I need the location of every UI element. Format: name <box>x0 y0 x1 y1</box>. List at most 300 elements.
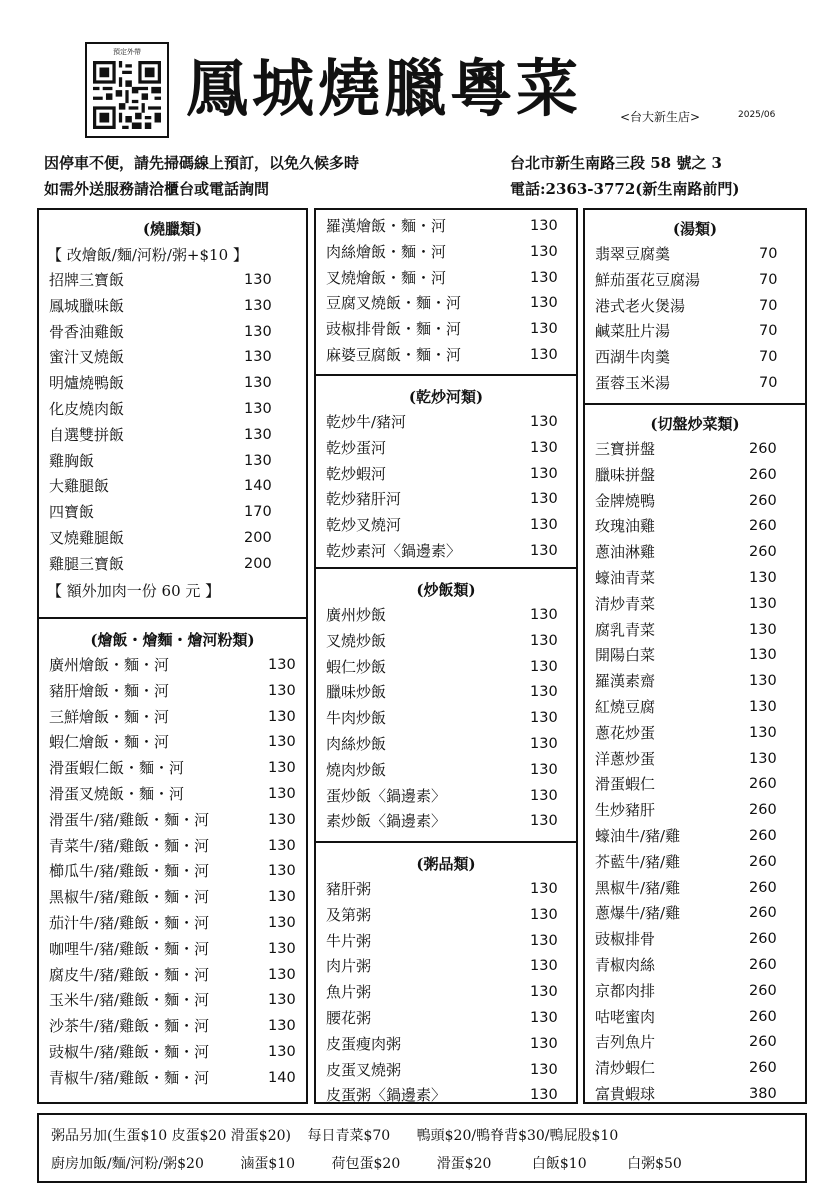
menu-item-price: 130 <box>749 698 777 715</box>
menu-item-name: 肉絲炒飯 <box>326 734 387 753</box>
section-title: (粥品類) <box>416 855 476 873</box>
menu-item-price: 130 <box>530 295 558 312</box>
menu-item <box>316 343 576 369</box>
menu-item-name: 乾炒蛋河 <box>326 438 387 457</box>
menu-column-1 <box>37 208 308 1104</box>
menu-item-price: 130 <box>530 658 558 675</box>
menu-item-price: 70 <box>759 271 778 288</box>
menu-item-name: 紅燒豆腐 <box>595 697 656 716</box>
menu-item <box>39 449 306 475</box>
section-title: (燒臘類) <box>142 220 203 238</box>
menu-item-name: 蔥爆牛/豬/雞 <box>595 904 681 923</box>
menu-item <box>39 423 306 449</box>
menu-item-name: 沙茶牛/豬/雞飯・麵・河 <box>49 1017 210 1036</box>
menu-item <box>39 988 306 1014</box>
menu-item-name: 自選雙拼飯 <box>49 425 125 444</box>
menu-item <box>39 834 306 860</box>
menu-item <box>316 603 576 629</box>
menu-item-price: 130 <box>530 1035 558 1052</box>
menu-item-name: 乾炒豬肝河 <box>326 490 402 509</box>
menu-item <box>316 680 576 706</box>
menu-item-price: 260 <box>749 853 777 870</box>
menu-item-price: 130 <box>749 647 777 664</box>
menu-item-price: 130 <box>268 914 296 931</box>
menu-item-name: 玫瑰油雞 <box>595 517 656 536</box>
menu-item-name: 乾炒叉燒河 <box>326 516 402 535</box>
menu-item-name: 黑椒牛/豬/雞 <box>595 878 681 897</box>
menu-item <box>316 929 576 955</box>
menu-item <box>585 345 805 371</box>
qr-caption: 預定外帶 <box>113 48 141 56</box>
menu-item-price: 130 <box>530 813 558 830</box>
menu-item <box>316 240 576 266</box>
menu-item-price: 260 <box>749 879 777 896</box>
menu-item-price: 260 <box>749 931 777 948</box>
menu-item-name: 清炒青菜 <box>595 594 656 613</box>
menu-item <box>39 526 306 552</box>
menu-item-name: 四寶飯 <box>49 503 95 522</box>
menu-item-price: 260 <box>749 518 777 535</box>
menu-item-price: 130 <box>530 1061 558 1078</box>
section-dishes <box>585 403 805 1108</box>
menu-item <box>316 317 576 343</box>
addon-congee-extras: 粥品另加(生蛋$10 皮蛋$20 滑蛋$20) <box>51 1128 291 1144</box>
menu-item-price: 130 <box>268 1043 296 1060</box>
menu-item-price: 130 <box>530 491 558 508</box>
notice-line-2: 如需外送服務請洽櫃台或電話詢問 <box>44 180 270 198</box>
menu-item-price: 70 <box>759 374 778 391</box>
menu-item-name: 麻婆豆腐飯・麵・河 <box>326 345 462 364</box>
addon-plain-congee: 白粥$50 <box>627 1156 682 1172</box>
menu-item-name: 叉燒燴飯・麵・河 <box>326 268 447 287</box>
menu-item-name: 櫛瓜牛/豬/雞飯・麵・河 <box>49 862 210 881</box>
menu-item-price: 70 <box>759 297 778 314</box>
menu-item-price: 130 <box>530 958 558 975</box>
menu-item <box>316 462 576 488</box>
menu-item-name: 吉列魚片 <box>595 1033 656 1052</box>
menu-item-name: 肉絲燴飯・麵・河 <box>326 242 447 261</box>
section-title: (乾炒河類) <box>408 388 484 406</box>
menu-item <box>316 758 576 784</box>
menu-item-name: 富貴蝦球 <box>595 1084 656 1103</box>
menu-item <box>316 784 576 810</box>
menu-item-name: 蝦仁炒飯 <box>326 657 387 676</box>
menu-item-price: 260 <box>749 544 777 561</box>
menu-item-price: 130 <box>268 811 296 828</box>
menu-item-name: 蠔油牛/豬/雞 <box>595 826 681 845</box>
addon-kitchen-staple: 廚房加飯/麵/河粉/粥$20 <box>51 1156 204 1172</box>
menu-item-name: 黑椒牛/豬/雞飯・麵・河 <box>49 888 210 907</box>
menu-item-name: 燒肉炒飯 <box>326 760 387 779</box>
section-note: 【 額外加肉一份 60 元 】 <box>47 581 221 600</box>
menu-item-name: 豉椒牛/豬/雞飯・麵・河 <box>49 1042 210 1061</box>
menu-item-name: 咕咾蜜肉 <box>595 1007 656 1026</box>
menu-item-name: 乾炒素河〈鍋邊素〉 <box>326 541 462 560</box>
menu-item <box>585 371 805 397</box>
menu-item <box>316 877 576 903</box>
menu-item <box>316 410 576 436</box>
menu-item <box>585 772 805 798</box>
menu-item-name: 明爐燒鴨飯 <box>49 374 125 393</box>
menu-item-price: 130 <box>268 682 296 699</box>
menu-item-price: 130 <box>268 863 296 880</box>
menu-item-name: 雞胸飯 <box>49 451 95 470</box>
add-ons-line-2 <box>51 1153 682 1173</box>
menu-item-name: 皮蛋叉燒粥 <box>326 1060 402 1079</box>
menu-item <box>316 1006 576 1032</box>
addon-daily-vegetable: 每日青菜$70 <box>307 1128 391 1144</box>
menu-item-price: 130 <box>530 1009 558 1026</box>
menu-item-name: 豆腐叉燒飯・麵・河 <box>326 294 462 313</box>
menu-item-price: 260 <box>749 776 777 793</box>
menu-item-price: 130 <box>244 297 272 314</box>
menu-item-price: 130 <box>530 517 558 534</box>
menu-item <box>585 618 805 644</box>
menu-item-price: 130 <box>530 881 558 897</box>
menu-item-price: 140 <box>268 1069 296 1086</box>
menu-item <box>39 679 306 705</box>
menu-item-name: 羅漢素齋 <box>595 672 656 691</box>
menu-item-name: 三鮮燴飯・麵・河 <box>49 707 170 726</box>
menu-item-price: 130 <box>530 607 558 623</box>
menu-item-name: 生炒豬肝 <box>595 801 656 820</box>
menu-item <box>585 901 805 927</box>
menu-item-price: 130 <box>244 452 272 469</box>
menu-item-price: 130 <box>530 439 558 456</box>
menu-item-price: 130 <box>749 724 777 741</box>
menu-item-price: 130 <box>268 657 296 673</box>
menu-item-name: 魚片粥 <box>326 983 372 1002</box>
menu-item <box>585 1005 805 1031</box>
menu-date: 2025/06 <box>738 110 776 120</box>
menu-item <box>316 214 576 240</box>
menu-item-name: 滑蛋蝦仁 <box>595 775 656 794</box>
menu-item-price: 260 <box>749 1060 777 1077</box>
menu-item-name: 腐乳青菜 <box>595 620 656 639</box>
menu-item <box>585 927 805 953</box>
menu-item <box>585 592 805 618</box>
menu-item-name: 叉燒雞腿飯 <box>49 528 125 547</box>
menu-item-name: 蔥油淋雞 <box>595 543 656 562</box>
addon-fried-egg: 荷包蛋$20 <box>331 1156 401 1172</box>
menu-item-price: 140 <box>244 478 272 495</box>
menu-item <box>316 513 576 539</box>
menu-item-price: 260 <box>749 982 777 999</box>
menu-item-price: 130 <box>244 426 272 443</box>
menu-item-price: 130 <box>530 1087 558 1104</box>
menu-item-price: 130 <box>244 272 272 288</box>
menu-item <box>585 721 805 747</box>
qr-code[interactable] <box>85 42 169 138</box>
menu-item-price: 130 <box>268 837 296 854</box>
menu-item-price: 260 <box>749 1008 777 1025</box>
menu-item-price: 130 <box>530 542 558 559</box>
menu-item <box>39 345 306 371</box>
menu-item-name: 蔥花炒蛋 <box>595 723 656 742</box>
menu-item-price: 130 <box>530 906 558 923</box>
menu-item <box>39 1066 306 1092</box>
menu-item-name: 滑蛋牛/豬/雞飯・麵・河 <box>49 810 210 829</box>
menu-item <box>316 629 576 655</box>
menu-item-price: 130 <box>268 760 296 777</box>
menu-item <box>585 1056 805 1082</box>
menu-item <box>39 371 306 397</box>
section-congee <box>316 841 576 1109</box>
restaurant-title: 鳳城燒臘粵菜 <box>186 52 583 125</box>
menu-item <box>585 294 805 320</box>
menu-item-name: 豬肝燴飯・麵・河 <box>49 681 170 700</box>
menu-item-name: 茄汁牛/豬/雞飯・麵・河 <box>49 913 210 932</box>
menu-item-price: 130 <box>530 710 558 727</box>
menu-item <box>39 320 306 346</box>
menu-item <box>39 552 306 578</box>
menu-item <box>39 474 306 500</box>
menu-item-price: 130 <box>244 400 272 417</box>
menu-item-name: 羅漢燴飯・麵・河 <box>326 217 447 235</box>
menu-item-price: 130 <box>530 761 558 778</box>
menu-item <box>316 655 576 681</box>
menu-item <box>316 954 576 980</box>
menu-item-name: 西湖牛肉羹 <box>595 348 671 367</box>
menu-item-price: 130 <box>244 349 272 366</box>
menu-item-price: 130 <box>268 992 296 1009</box>
menu-item-name: 蜜汁叉燒飯 <box>49 348 125 367</box>
menu-item-name: 京都肉排 <box>595 981 656 1000</box>
section-bbq <box>39 216 306 604</box>
menu-item <box>585 953 805 979</box>
menu-item-price: 130 <box>244 375 272 392</box>
menu-item <box>316 291 576 317</box>
add-ons-line-1 <box>51 1125 618 1145</box>
menu-item-name: 咖哩牛/豬/雞飯・麵・河 <box>49 939 210 958</box>
menu-item-price: 130 <box>530 932 558 949</box>
menu-item-name: 滑蛋叉燒飯・麵・河 <box>49 784 185 803</box>
menu-item <box>316 706 576 732</box>
menu-item-price: 130 <box>530 218 558 234</box>
branch-name: <台大新生店> <box>620 110 701 124</box>
menu-item <box>316 980 576 1006</box>
menu-item <box>39 963 306 989</box>
menu-item-price: 130 <box>530 465 558 482</box>
menu-column-2 <box>314 208 578 1104</box>
qr-code-icon <box>93 61 161 129</box>
menu-item <box>39 653 306 679</box>
menu-item-name: 港式老火煲湯 <box>595 296 686 315</box>
section-dry-fried-noodles <box>316 374 576 565</box>
menu-item <box>316 539 576 565</box>
menu-item-name: 金牌燒鴨 <box>595 491 656 510</box>
menu-item <box>585 1082 805 1108</box>
phone-number: 電話:2363-3772(新生南路前門) <box>510 180 740 198</box>
menu-item-price: 130 <box>749 595 777 612</box>
addon-white-rice: 白飯$10 <box>531 1156 587 1172</box>
menu-item-price: 130 <box>749 621 777 638</box>
menu-item-price: 260 <box>749 905 777 922</box>
section-soup <box>585 216 805 397</box>
menu-item-price: 260 <box>749 956 777 973</box>
section-note: 【 改燴飯/麵/河粉/粥+$10 】 <box>47 246 248 264</box>
menu-item-name: 豉椒排骨 <box>595 930 656 949</box>
menu-item-price: 130 <box>530 321 558 338</box>
menu-item-name: 皮蛋粥〈鍋邊素〉 <box>326 1086 447 1105</box>
menu-item-name: 腰花粥 <box>326 1008 372 1027</box>
menu-item <box>585 979 805 1005</box>
menu-item <box>316 487 576 513</box>
section-braised-continued <box>316 214 576 369</box>
menu-item <box>585 643 805 669</box>
menu-item <box>585 747 805 773</box>
menu-item <box>39 808 306 834</box>
menu-item-name: 臘味拼盤 <box>595 465 656 484</box>
menu-item-price: 130 <box>268 940 296 957</box>
menu-item <box>39 268 306 294</box>
menu-item <box>39 1014 306 1040</box>
menu-item <box>39 911 306 937</box>
menu-item-name: 蛋蓉玉米湯 <box>595 373 671 392</box>
menu-item-price: 130 <box>530 632 558 649</box>
menu-item-price: 260 <box>749 827 777 844</box>
menu-item-name: 鮮茄蛋花豆腐湯 <box>595 270 701 289</box>
menu-item-price: 130 <box>530 787 558 804</box>
menu-item <box>316 903 576 929</box>
menu-item-price: 70 <box>759 323 778 340</box>
menu-item <box>39 859 306 885</box>
menu-item <box>585 695 805 721</box>
menu-item-name: 廣州炒飯 <box>326 606 387 624</box>
menu-item-name: 青椒牛/豬/雞飯・麵・河 <box>49 1068 210 1087</box>
menu-item-price: 130 <box>268 966 296 983</box>
menu-item-name: 清炒蝦仁 <box>595 1059 656 1078</box>
menu-item-price: 200 <box>244 555 272 572</box>
menu-item-name: 叉燒炒飯 <box>326 631 387 650</box>
menu-item-name: 鳳城臘味飯 <box>49 296 125 315</box>
menu-item-name: 乾炒牛/豬河 <box>326 413 407 431</box>
section-fried-rice <box>316 567 576 835</box>
menu-item <box>585 489 805 515</box>
menu-item <box>585 669 805 695</box>
menu-item <box>39 1040 306 1066</box>
menu-item-price: 260 <box>749 1034 777 1051</box>
menu-item-price: 130 <box>530 243 558 260</box>
menu-item <box>316 809 576 835</box>
menu-item-price: 130 <box>268 734 296 751</box>
menu-column-3 <box>583 208 807 1104</box>
menu-item <box>585 514 805 540</box>
menu-item <box>39 885 306 911</box>
menu-item <box>585 850 805 876</box>
menu-item <box>585 566 805 592</box>
menu-item-name: 素炒飯〈鍋邊素〉 <box>326 812 447 831</box>
menu-item <box>39 705 306 731</box>
notice-line-1: 因停車不便，請先掃碼線上預訂，以免久候多時 <box>44 154 360 172</box>
menu-item-price: 130 <box>244 323 272 340</box>
menu-item-name: 招牌三寶飯 <box>49 271 125 289</box>
menu-item-price: 130 <box>268 1018 296 1035</box>
menu-item-price: 200 <box>244 529 272 546</box>
menu-item-name: 開陽白菜 <box>595 646 656 665</box>
menu-item-price: 130 <box>530 414 558 430</box>
menu-item-price: 130 <box>749 569 777 586</box>
menu-item-price: 130 <box>530 735 558 752</box>
add-ons-box <box>37 1113 807 1183</box>
menu-item-name: 乾炒蝦河 <box>326 464 387 483</box>
addon-duck-parts: 鴨頭$20/鴨脊背$30/鴨屁股$10 <box>416 1128 619 1144</box>
menu-item-name: 化皮燒肉飯 <box>49 399 125 418</box>
menu-item-name: 牛片粥 <box>326 931 372 950</box>
menu-item-name: 臘味炒飯 <box>326 683 387 702</box>
menu-item-name: 廣州燴飯・麵・河 <box>49 656 170 674</box>
menu-item-name: 玉米牛/豬/雞飯・麵・河 <box>49 991 210 1010</box>
menu-item-name: 翡翠豆腐羹 <box>595 245 671 263</box>
menu-item <box>39 937 306 963</box>
menu-item-name: 三寶拼盤 <box>595 440 656 458</box>
menu-item-name: 蛋炒飯〈鍋邊素〉 <box>326 786 447 805</box>
menu-item <box>39 294 306 320</box>
section-title: (燴飯・燴麵・燴河粉類) <box>90 631 255 649</box>
menu-item-price: 130 <box>749 673 777 690</box>
menu-item-name: 大雞腿飯 <box>49 477 110 496</box>
menu-item-name: 雞腿三寶飯 <box>49 554 125 573</box>
menu-item <box>585 268 805 294</box>
menu-item-name: 蝦仁燴飯・麵・河 <box>49 733 170 752</box>
menu-item-price: 260 <box>749 802 777 819</box>
menu-item-price: 380 <box>749 1085 777 1102</box>
menu-item-name: 洋蔥炒蛋 <box>595 749 656 768</box>
menu-item <box>316 1032 576 1058</box>
menu-item-name: 鹹菜肚片湯 <box>595 322 671 341</box>
menu-item-price: 70 <box>759 246 778 262</box>
section-braised <box>39 617 306 1092</box>
addon-braised-egg: 滷蛋$10 <box>240 1156 296 1172</box>
menu-item <box>585 437 805 463</box>
menu-item <box>39 782 306 808</box>
menu-item-name: 肉片粥 <box>326 957 372 976</box>
section-title: (湯類) <box>672 220 718 238</box>
menu-item-price: 130 <box>268 889 296 906</box>
menu-item <box>39 756 306 782</box>
menu-item <box>585 319 805 345</box>
menu-item-price: 130 <box>530 346 558 363</box>
menu-item-price: 170 <box>244 504 272 521</box>
menu-item <box>316 732 576 758</box>
menu-item-name: 滑蛋蝦仁飯・麵・河 <box>49 759 185 778</box>
menu-item <box>316 436 576 462</box>
menu-item-name: 骨香油雞飯 <box>49 322 125 341</box>
menu-item-price: 130 <box>530 984 558 1001</box>
menu-item-name: 青菜牛/豬/雞飯・麵・河 <box>49 836 210 855</box>
section-title: (炒飯類) <box>416 581 476 599</box>
menu-item-price: 260 <box>749 441 777 457</box>
menu-item-price: 260 <box>749 466 777 483</box>
menu-item <box>316 1083 576 1109</box>
menu-item-name: 豉椒排骨飯・麵・河 <box>326 320 462 339</box>
menu-item <box>316 266 576 292</box>
menu-item-price: 130 <box>268 785 296 802</box>
menu-item-price: 130 <box>530 269 558 286</box>
menu-item-price: 130 <box>268 708 296 725</box>
menu-item <box>585 242 805 268</box>
menu-item <box>585 463 805 489</box>
menu-item <box>316 1058 576 1084</box>
menu-item <box>39 730 306 756</box>
menu-item <box>39 397 306 423</box>
menu-item-price: 70 <box>759 349 778 366</box>
menu-item <box>585 540 805 566</box>
menu-item-name: 芥藍牛/豬/雞 <box>595 852 681 871</box>
addon-scrambled-egg: 滑蛋$20 <box>436 1156 492 1172</box>
menu-item-price: 260 <box>749 492 777 509</box>
menu-item-name: 及第粥 <box>326 905 372 924</box>
